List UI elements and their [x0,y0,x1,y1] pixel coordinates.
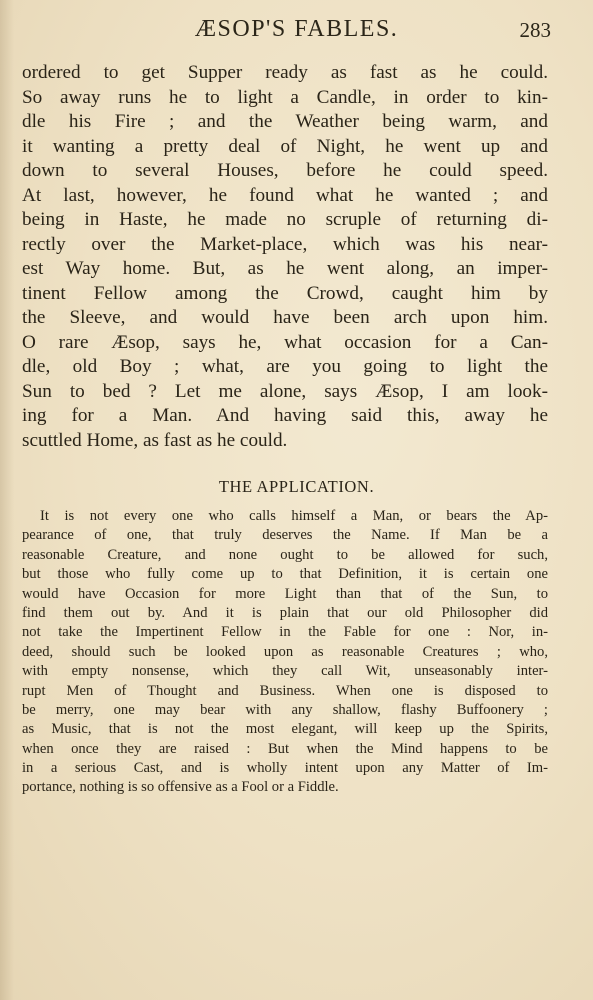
text-line: ordered to get Supper ready as fast as he could. [22,62,548,83]
text-line: dle, old Boy ; what, are you going to light the [22,356,548,377]
fable-text [22,61,548,453]
application-text [22,507,548,798]
text-line: would have Occasion for more Light than that of the Sun, to [22,585,548,602]
text-line: it wanting a pretty deal of Night, he went up and [22,135,548,157]
text-line: in a serious Cast, and is wholly intent upon any Matter of Im- [22,760,548,777]
text-line: being in Haste, he made no scruple of returning di- [22,209,548,230]
text-line: the Sleeve, and would have been arch upon him. [22,307,548,328]
text-line: tinent Fellow among the Crowd, caught him by [22,282,548,304]
text-line: portance, nothing is so offensive as a Fool or a Fiddle. [22,779,339,796]
text-line: not take the Impertinent Fellow in the Fable for one : Nor, in- [22,624,548,641]
text-line: with empty nonsense, which they call Wit, unseasonably inter- [22,663,548,680]
text-line: as Music, that is not the most elegant, will keep up the Spirits, [22,721,548,738]
text-line: est Way home. But, as he went along, an imper- [22,258,548,279]
gutter-shadow [0,0,14,1000]
text-line: dle his Fire ; and the Weather being warm, and [22,111,548,132]
text-line: when once they are raised : But when the Mind happens to be [22,740,548,757]
text-line: be merry, one may bear with any shallow, flashy Buffoonery ; [22,701,548,718]
section-heading: THE APPLICATION. [218,477,375,496]
text-line: O rare Æsop, says he, what occasion for a Can- [22,331,548,353]
text-line: rupt Men of Thought and Business. When one is disposed to [22,682,548,699]
page-number: 283 [519,18,551,42]
text-line: deed, should such be looked upon as reasonable Creatures ; who, [22,643,548,660]
text-line: It is not every one who calls himself a Man, or bears the Ap- [40,508,548,524]
text-line: At last, however, he found what he wanted ; and [22,184,548,206]
text-line: ing for a Man. And having said this, away he [22,405,548,426]
text-line: Sun to bed ? Let me alone, says Æsop, I am look- [22,380,548,402]
text-line: So away runs he to light a Candle, in order to kin- [22,86,548,108]
running-title: ÆSOP'S FABLES. [194,16,399,42]
text-line: pearance of one, that truly deserves the Name. If Man be a [22,527,548,544]
running-head [0,14,593,46]
text-line: scuttled Home, as fast as he could. [22,429,288,451]
text-line: find them out by. And it is plain that our old Philosopher did [22,604,548,621]
text-line: but those who fully come up to that Definition, it is certain one [22,566,548,583]
text-line: rectly over the Market-place, which was his near- [22,233,548,255]
text-line: down to several Houses, before he could speed. [22,160,548,181]
text-line: reasonable Creature, and none ought to be allowed for such, [22,546,548,563]
